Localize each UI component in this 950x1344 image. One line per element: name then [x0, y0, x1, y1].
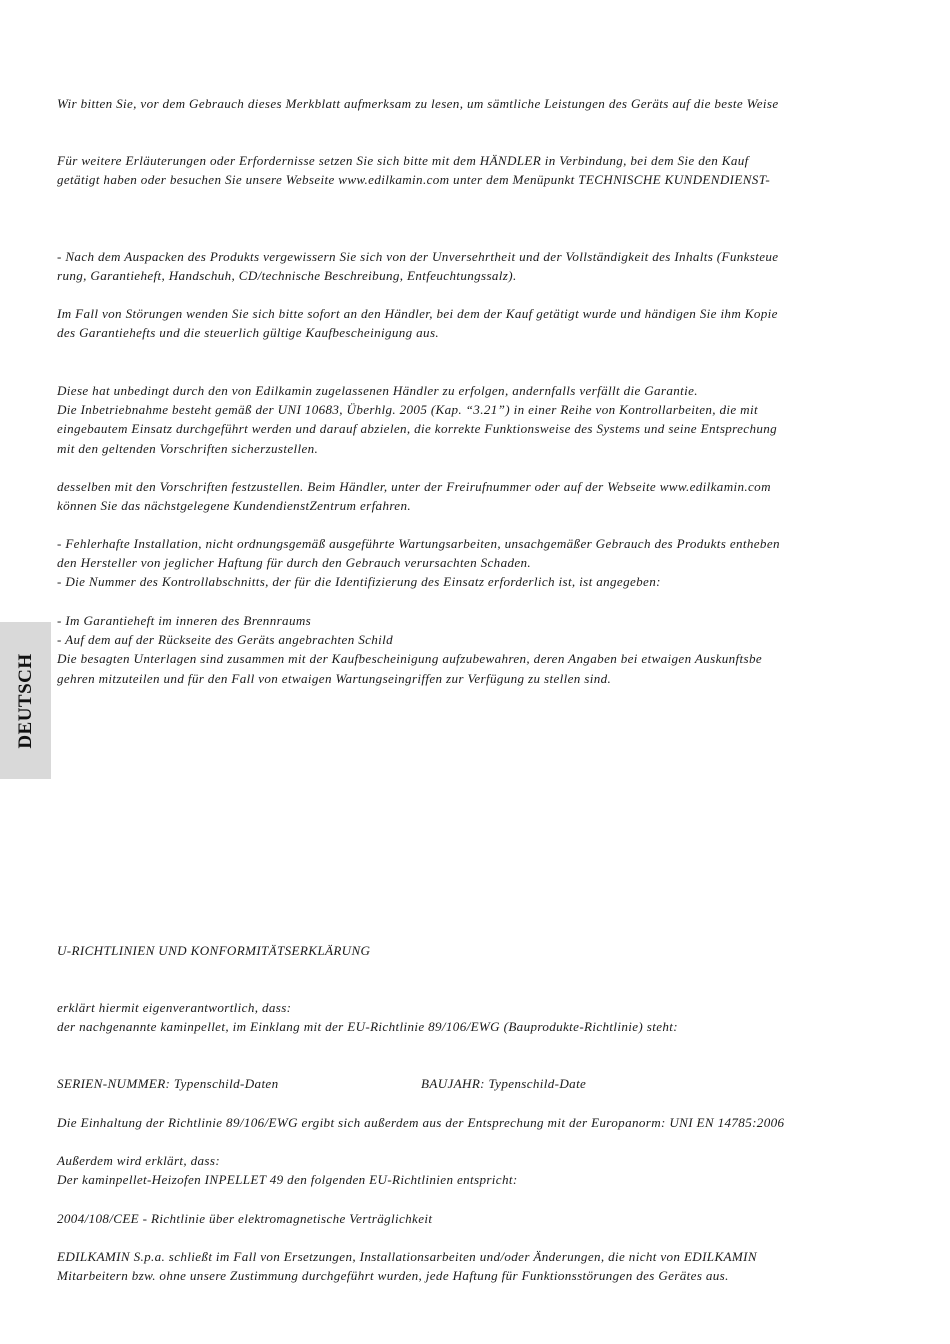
additional-declaration-paragraph: Außerdem wird erklärt, dass: Der kaminpellet-Heizofen INPELLET 49 den folgenden EU-Richtlinien entspricht: — [57, 1153, 518, 1188]
intro-paragraph: Wir bitten Sie, vor dem Gebrauch dieses Merkblatt aufmerksam zu lesen, um sämtliche Leistungen des Geräts auf die beste Weise — [57, 96, 779, 111]
language-side-tab — [0, 622, 51, 779]
dealer-contact-paragraph: Für weitere Erläuterungen oder Erfordernisse setzen Sie sich bitte mit dem HÄNDLER in Verbindung, bei dem Sie den Kauf getätigt haben oder besuchen Sie unsere Webseite www.edilkamin.com unter dem Menüpunkt TECHNISCHE KUNDENDIENST- — [57, 153, 771, 188]
emc-directive-paragraph: 2004/108/CEE - Richtlinie über elektromagnetische Verträglichkeit — [57, 1211, 433, 1226]
build-year-text: BAUJAHR: Typenschild-Date — [421, 1076, 587, 1091]
service-center-paragraph: desselben mit den Vorschriften festzustellen. Beim Händler, unter der Freirufnummer oder auf der Webseite www.edilkamin.com können Sie das nächstgelegene KundendienstZentrum erfahren. — [57, 479, 771, 514]
documents-paragraph: - Im Garantieheft im inneren des Brennraums - Auf dem auf der Rückseite des Geräts angebrachten Schild Die besagten Unterlagen sind zusammen mit der Kaufbescheinigung aufzubewahren, deren Angaben bei etwaigen Auskunftsbe gehren mitzuteilen und für den Fall von etwaigen Wartungseingriffen zur Verfügung zu stellen sind. — [57, 613, 763, 686]
unpacking-paragraph: - Nach dem Auspacken des Produkts vergewissern Sie sich von der Unversehrtheit und der Vollständigkeit des Inhalts (Funksteue rung, Garantieheft, Handschuh, CD/technische Beschreibung, Entfeuchtungssalz). — [57, 249, 779, 284]
language-label: DEUTSCH — [14, 652, 36, 749]
serial-year-line — [57, 1074, 587, 1093]
serial-number-text: SERIEN-NUMMER: Typenschild-Daten — [57, 1076, 279, 1091]
declaration-heading: U-RICHTLINIEN UND KONFORMITÄTSERKLÄRUNG — [57, 943, 371, 958]
declaration-statement: erklärt hiermit eigenverantwortlich, dass: der nachgenannte kaminpellet, im Einklang mit der EU-Richtlinie 89/106/EWG (Bauprodukte-Richtlinie) steht: — [57, 1000, 678, 1035]
manufacturer-disclaimer-paragraph: EDILKAMIN S.p.a. schließt im Fall von Ersetzungen, Installationsarbeiten und/oder Änderungen, die nicht von EDILKAMIN Mitarbeitern bzw. ohne unsere Zustimmung durchgeführt wurden, jede Haftung für Funktionsstörungen des Gerätes aus. — [57, 1249, 757, 1284]
norm-compliance-paragraph: Die Einhaltung der Richtlinie 89/106/EWG ergibt sich außerdem aus der Entsprechung mit der Europanorm: UNI EN 14785:2006 — [57, 1115, 785, 1130]
commissioning-paragraph: Diese hat unbedingt durch den von Edilkamin zugelassenen Händler zu erfolgen, andernfalls verfällt die Garantie. Die Inbetriebnahme besteht gemäß der UNI 10683, Überhlg. 2005 (Kap. “3.21”) in einer Reihe von Kontrollarbeiten, die mit eingebautem Einsatz durchgeführt werden und darauf abzielen, die korrekte Funktionsweise des Systems und seine Entsprechung mit den geltenden Vorschriften sicherzustellen. — [57, 383, 778, 456]
malfunction-paragraph: Im Fall von Störungen wenden Sie sich bitte sofort an den Händler, bei dem der Kauf getätigt wurde und händigen Sie ihm Kopie des Garantiehefts und die steuerlich gültige Kaufbescheinigung aus. — [57, 306, 778, 341]
liability-paragraph: - Fehlerhafte Installation, nicht ordnungsgemäß ausgeführte Wartungsarbeiten, unsachgemäßer Gebrauch des Produkts entheben den Hersteller von jeglicher Haftung für durch den Gebrauch verursachten Schaden. - Die Nummer des Kontrollabschnitts, der für die Identifizierung des Einsatz erforderlich ist, ist angegeben: — [57, 536, 780, 590]
